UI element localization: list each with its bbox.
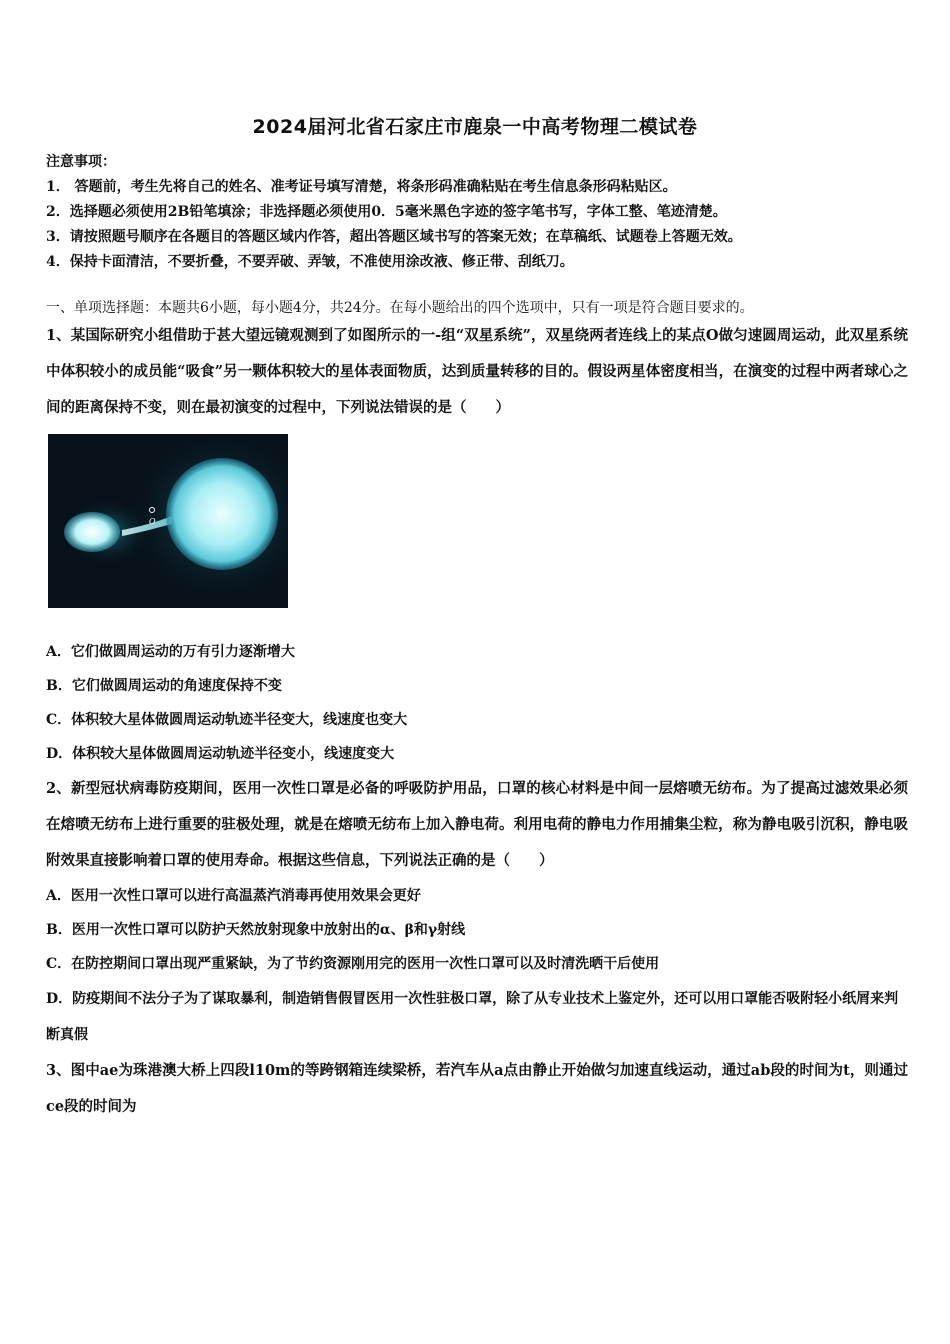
question-1-option-b: B．它们做圆周运动的角速度保持不变	[46, 678, 282, 694]
question-2-option-b: B．医用一次性口罩可以防护天然放射现象中放射出的α、β和γ射线	[46, 922, 466, 938]
notice-item: 1． 答题前，考生先将自己的姓名、准考证号填写清楚，将条形码准确粘贴在考生信息条形码粘贴区。	[46, 179, 677, 195]
large-star	[166, 458, 278, 570]
section-heading: 一、单项选择题：本题共6小题，每小题4分，共24分。在每小题给出的四个选项中，只有一项是符合题目要求的。	[46, 300, 754, 316]
question-2-option-a: A．医用一次性口罩可以进行高温蒸汽消毒再使用效果会更好	[46, 888, 421, 904]
notice-item: 2．选择题必须使用2B铅笔填涂；非选择题必须使用0．5毫米黑色字迹的签字笔书写，字体工整、笔迹清楚。	[46, 204, 727, 220]
question-1-option-a: A．它们做圆周运动的万有引力逐渐增大	[46, 644, 295, 660]
question-2-stem: 2、新型冠状病毒防疫期间，医用一次性口罩是必备的呼吸防护用品，口罩的核心材料是中间一层熔喷无纺布。为了提高过滤效果必须在熔喷无纺布上进行重要的驻极处理，就是在熔喷无纺布上加入静电荷。利用电荷的静电力作用捕集尘粒，称为静电吸引沉积，静电吸附效果直接影响着口罩的使用寿命。根据这些信息，下列说法正确的是（ ）	[46, 780, 908, 869]
question-1-stem: 1、某国际研究小组借助于甚大望远镜观测到了如图所示的一-组“双星系统”，双星绕两者连线上的某点O做匀速圆周运动，此双星系统中体积较小的成员能“吸食”另一颗体积较大的星体表面物质，达到质量转移的目的。假设两星体密度相当，在演变的过程中两者球心之间的距离保持不变，则在最初演变的过程中，下列说法错误的是（ ）	[46, 327, 908, 416]
question-1-option-d: D．体积较大星体做圆周运动轨迹半径变小，线速度变大	[46, 746, 395, 762]
binary-star-image	[48, 434, 288, 608]
binary-star-figure	[48, 434, 288, 608]
question-3-stem: 3、图中ae为珠港澳大桥上四段l10m的等跨钢箱连续梁桥，若汽车从a点由静止开始做匀加速直线运动，通过ab段的时间为t，则通过ce段的时间为	[46, 1062, 908, 1115]
notice-item: 3．请按照题号顺序在各题目的答题区域内作答，超出答题区域书写的答案无效；在草稿纸、试题卷上答题无效。	[46, 229, 742, 245]
small-star	[64, 512, 120, 552]
question-2-option-c: C．在防控期间口罩出现严重紧缺，为了节约资源刚用完的医用一次性口罩可以及时清洗晒干后使用	[46, 956, 660, 972]
question-2-option-d: D．防疫期间不法分子为了谋取暴利，制造销售假冒医用一次性驻极口罩，除了从专业技术上鉴定外，还可以用口罩能否吸附轻小纸屑来判断真假	[46, 991, 899, 1043]
notice-block	[46, 150, 906, 275]
notice-item: 4．保持卡面清洁，不要折叠，不要弄破、弄皱，不准使用涂改液、修正带、刮纸刀。	[46, 254, 574, 270]
figure-label: O	[149, 517, 156, 526]
page-title: 2024届河北省石家庄市鹿泉一中高考物理二模试卷	[252, 116, 698, 138]
notice-heading: 注意事项：	[46, 154, 116, 170]
question-1-option-c: C．体积较大星体做圆周运动轨迹半径变大，线速度也变大	[46, 712, 408, 728]
